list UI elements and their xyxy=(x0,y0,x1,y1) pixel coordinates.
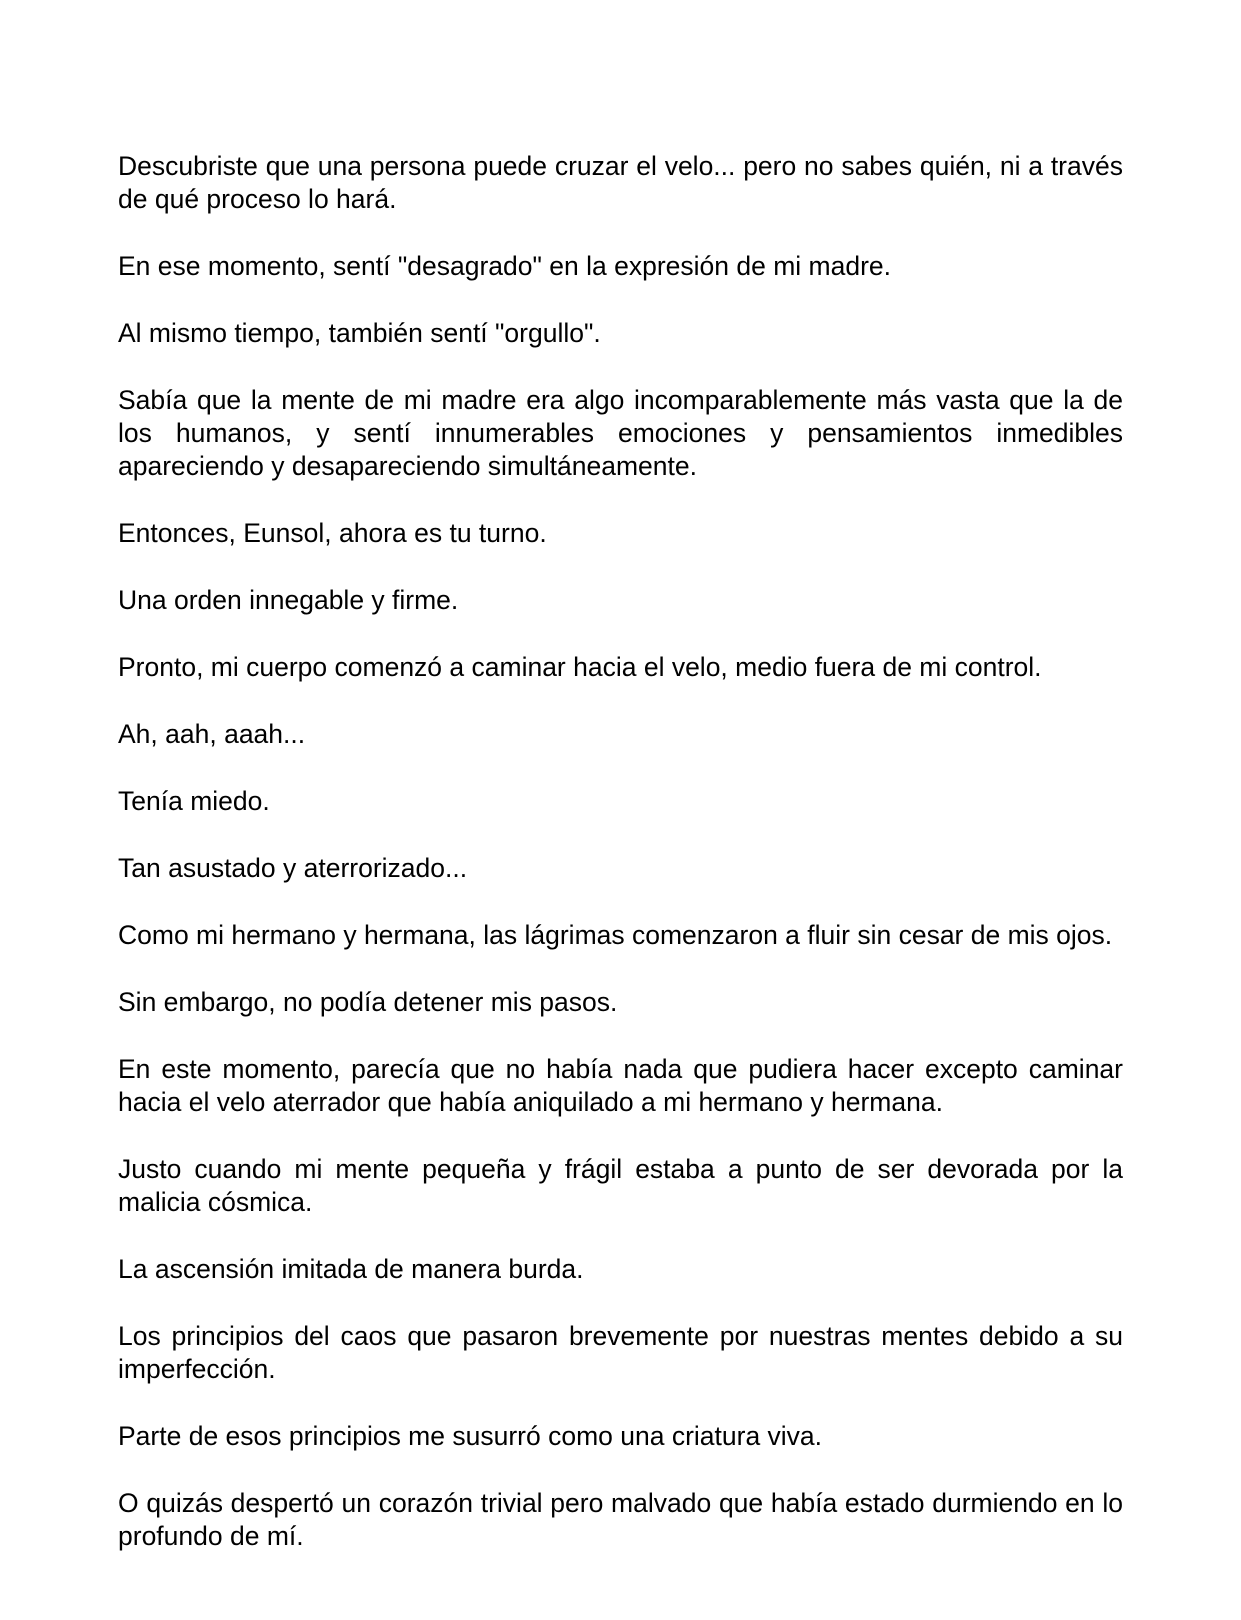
paragraph: Al mismo tiempo, también sentí "orgullo". xyxy=(118,318,601,348)
paragraph: Entonces, Eunsol, ahora es tu turno. xyxy=(118,518,547,548)
paragraph: Los principios del caos que pasaron brevemente por nuestras mentes debido a su imperfección. xyxy=(118,1321,1123,1384)
paragraph: Sabía que la mente de mi madre era algo incomparablemente más vasta que la de los humanos, y sentí innumerables emociones y pensamientos inmedibles apareciendo y desapareciendo simultáneamente. xyxy=(118,385,1123,481)
paragraph: Descubriste que una persona puede cruzar el velo... pero no sabes quién, ni a través de qué proceso lo hará. xyxy=(118,151,1123,214)
paragraph: La ascensión imitada de manera burda. xyxy=(118,1254,584,1284)
paragraph: Tan asustado y aterrorizado... xyxy=(118,853,468,883)
paragraph: En ese momento, sentí "desagrado" en la expresión de mi madre. xyxy=(118,251,892,281)
paragraph: Tenía miedo. xyxy=(118,786,270,816)
document-page xyxy=(118,150,1123,1587)
paragraph: Justo cuando mi mente pequeña y frágil estaba a punto de ser devorada por la malicia cósmica. xyxy=(118,1154,1123,1217)
paragraph: En este momento, parecía que no había nada que pudiera hacer excepto caminar hacia el velo aterrador que había aniquilado a mi hermano y hermana. xyxy=(118,1054,1123,1117)
paragraph: Una orden innegable y firme. xyxy=(118,585,459,615)
paragraph: Sin embargo, no podía detener mis pasos. xyxy=(118,987,618,1017)
paragraph: Como mi hermano y hermana, las lágrimas comenzaron a fluir sin cesar de mis ojos. xyxy=(118,920,1113,950)
paragraph: Pronto, mi cuerpo comenzó a caminar hacia el velo, medio fuera de mi control. xyxy=(118,652,1042,682)
paragraph: Ah, aah, aaah... xyxy=(118,719,306,749)
paragraph: O quizás despertó un corazón trivial pero malvado que había estado durmiendo en lo profundo de mí. xyxy=(118,1488,1123,1551)
paragraph: Parte de esos principios me susurró como una criatura viva. xyxy=(118,1421,823,1451)
